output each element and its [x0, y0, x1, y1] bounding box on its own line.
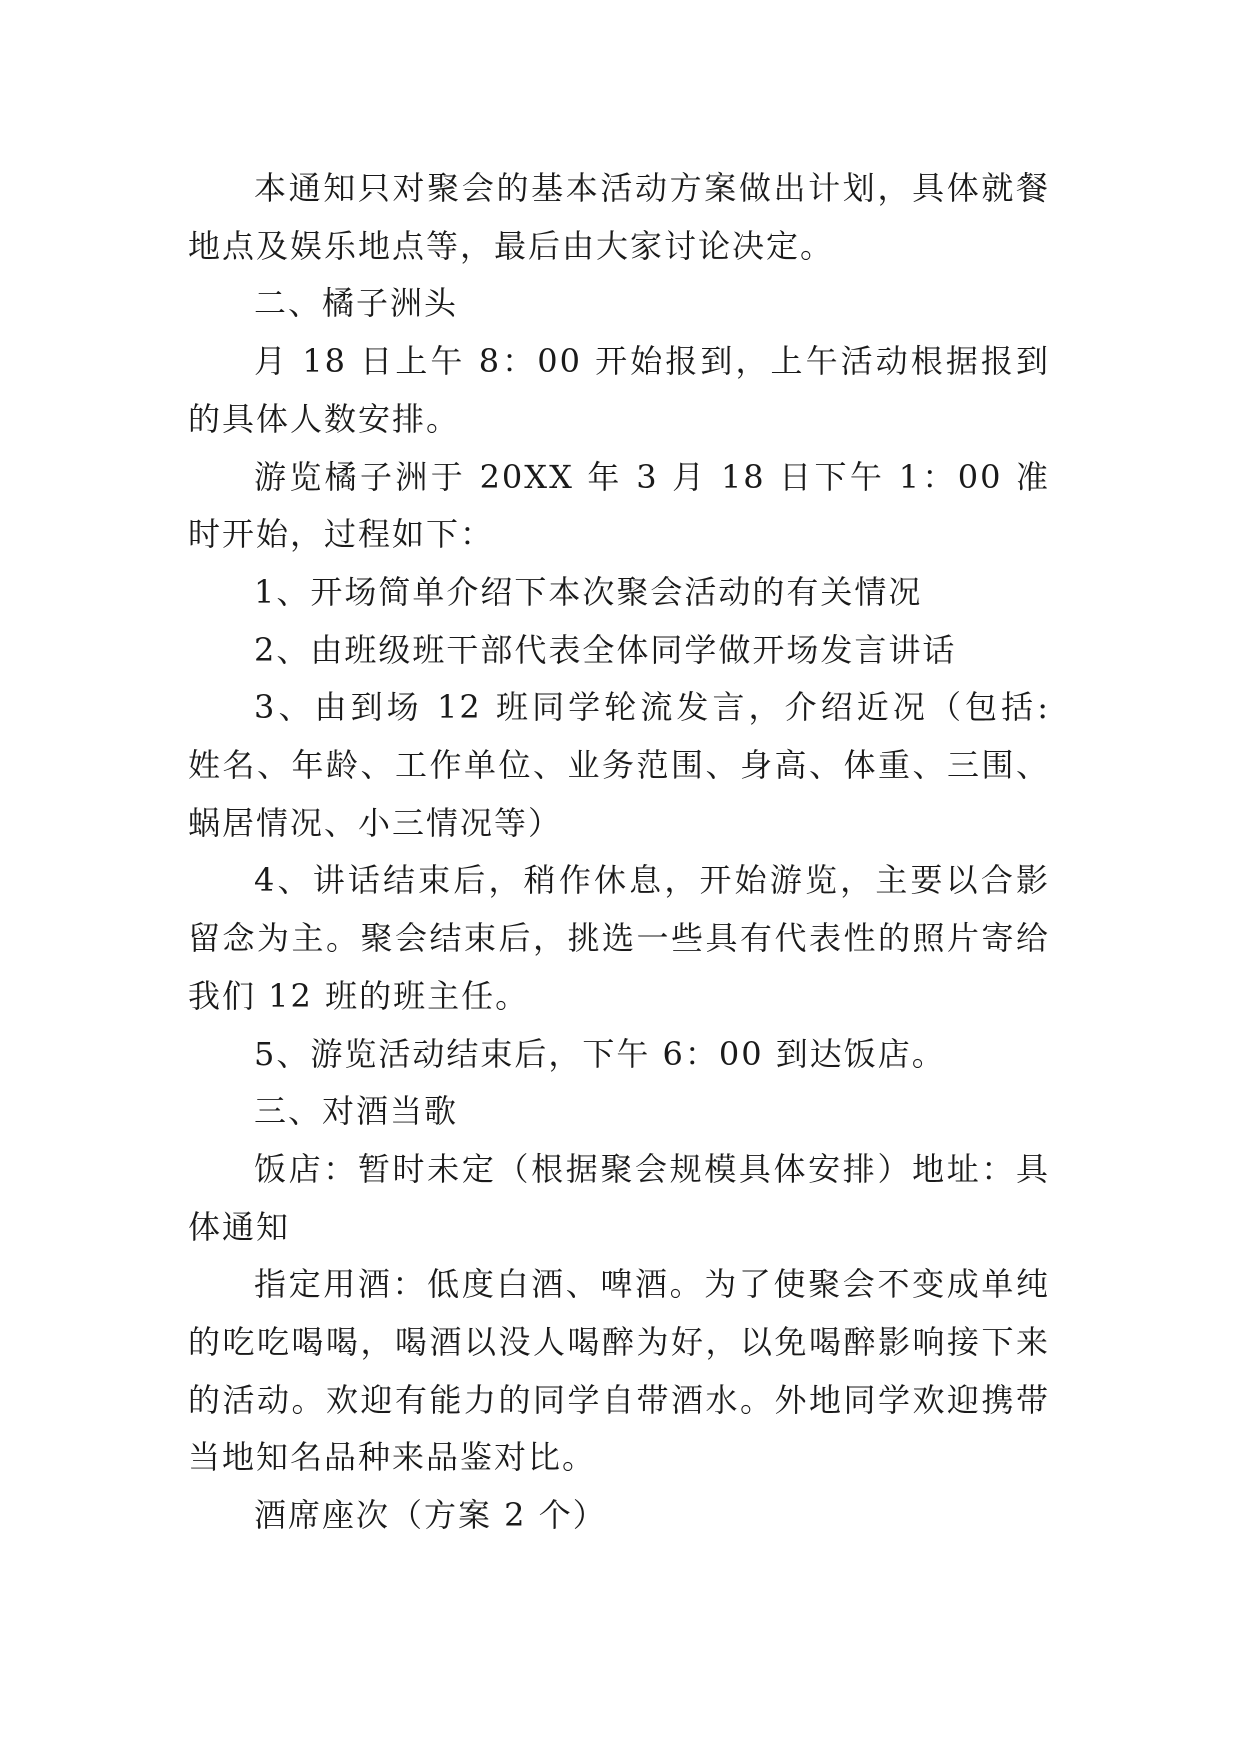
section-heading-toast: 三、对酒当歌	[254, 1092, 459, 1131]
paragraph-intro-notice: 本通知只对聚会的基本活动方案做出计划，具体就餐地点及娱乐地点等，最后由大家讨论决定。	[188, 169, 1050, 265]
paragraph-restaurant: 饭店：暂时未定（根据聚会规模具体安排）地址：具体通知	[188, 1149, 1050, 1246]
document-body	[188, 160, 1050, 1545]
list-item-4: 4、讲话结束后，稍作休息，开始游览，主要以合影留念为主。聚会结束后，挑选一些具有代表性的照片寄给我们 12 班的班主任。	[188, 861, 1050, 1015]
paragraph-tour-start: 游览橘子洲于 20XX 年 3 月 18 日下午 1：00 准时开始，过程如下：	[188, 457, 1050, 554]
paragraph-drinks: 指定用酒：低度白酒、啤酒。为了使聚会不变成单纯的吃吃喝喝，喝酒以没人喝醉为好，以免喝醉影响接下来的活动。欢迎有能力的同学自带酒水。外地同学欢迎携带当地知名品种来品鉴对比。	[188, 1265, 1050, 1477]
paragraph-seating: 酒席座次（方案 2 个）	[254, 1496, 607, 1535]
list-item-2: 2、由班级班干部代表全体同学做开场发言讲话	[254, 630, 957, 669]
paragraph-checkin: 月 18 日上午 8：00 开始报到，上午活动根据报到的具体人数安排。	[188, 342, 1050, 438]
list-item-3: 3、由到场 12 班同学轮流发言，介绍近况（包括: 姓名、年龄、工作单位、业务范围、身高、体重、三围、蜗居情况、小三情况等）	[188, 688, 1050, 842]
list-item-1: 1、开场简单介绍下本次聚会活动的有关情况	[254, 572, 923, 611]
list-item-5: 5、游览活动结束后，下午 6：00 到达饭店。	[254, 1034, 946, 1073]
section-heading-orange-isle: 二、橘子洲头	[254, 284, 459, 323]
